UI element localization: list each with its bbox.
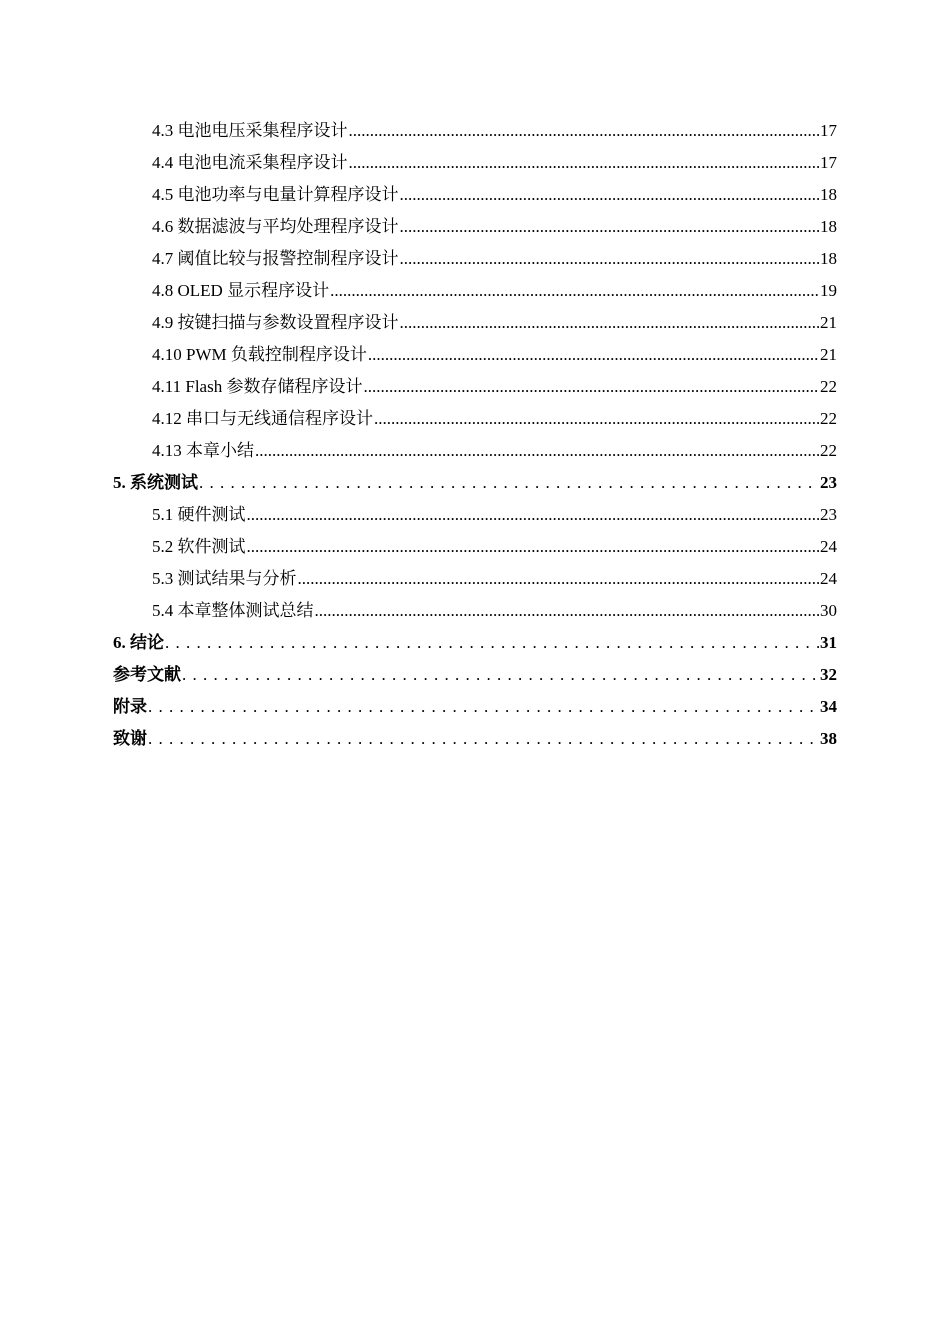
toc-entry-5-3[interactable] xyxy=(113,563,837,595)
toc-entry-title: 6. 结论 xyxy=(113,633,164,652)
toc-entry-title: 4.3 电池电压采集程序设计 xyxy=(152,121,348,140)
dot-leader xyxy=(148,697,819,717)
toc-entry-chapter-5[interactable] xyxy=(113,467,837,499)
toc-entry-page: 23 xyxy=(820,473,837,492)
toc-entry-title: 4.11 Flash 参数存储程序设计 xyxy=(152,377,363,396)
toc-entry-page: 30 xyxy=(820,601,837,620)
toc-entry-chapter-6[interactable] xyxy=(113,627,837,659)
toc-entry-title: 4.7 阈值比较与报警控制程序设计 xyxy=(152,249,399,268)
dot-leader xyxy=(148,729,819,749)
toc-entry-page: 21 xyxy=(820,345,837,364)
dot-leader xyxy=(400,185,820,205)
toc-entry-4-8[interactable] xyxy=(113,275,837,307)
toc-entry-5-2[interactable] xyxy=(113,531,837,563)
dot-leader xyxy=(363,377,819,397)
toc-entry-page: 21 xyxy=(820,313,837,332)
toc-entry-title: 致谢 xyxy=(113,729,147,748)
dot-leader xyxy=(247,537,820,557)
toc-entry-title: 4.10 PWM 负载控制程序设计 xyxy=(152,345,367,364)
toc-entry-title: 4.4 电池电流采集程序设计 xyxy=(152,153,348,172)
toc-entry-references[interactable] xyxy=(113,659,837,691)
dot-leader xyxy=(400,217,820,237)
toc-entry-4-5[interactable] xyxy=(113,179,837,211)
dot-leader xyxy=(247,505,820,525)
toc-entry-title: 4.12 串口与无线通信程序设计 xyxy=(152,409,373,428)
toc-entry-title: 4.6 数据滤波与平均处理程序设计 xyxy=(152,217,399,236)
toc-entry-page: 31 xyxy=(820,633,837,652)
dot-leader xyxy=(182,665,819,685)
toc-entry-4-6[interactable] xyxy=(113,211,837,243)
toc-entry-5-4[interactable] xyxy=(113,595,837,627)
toc-entry-5-1[interactable] xyxy=(113,499,837,531)
toc-entry-appendix[interactable] xyxy=(113,691,837,723)
dot-leader xyxy=(255,441,819,461)
toc-entry-title: 4.13 本章小结 xyxy=(152,441,254,460)
toc-entry-4-10[interactable] xyxy=(113,339,837,371)
toc-entry-page: 19 xyxy=(820,281,837,300)
toc-entry-title: 4.5 电池功率与电量计算程序设计 xyxy=(152,185,399,204)
toc-entry-title: 5.3 测试结果与分析 xyxy=(152,569,297,588)
toc-entry-title: 4.9 按键扫描与参数设置程序设计 xyxy=(152,313,399,332)
toc-entry-page: 32 xyxy=(820,665,837,684)
toc-entry-title: 5.1 硬件测试 xyxy=(152,505,246,524)
toc-entry-page: 38 xyxy=(820,729,837,748)
toc-entry-4-9[interactable] xyxy=(113,307,837,339)
dot-leader xyxy=(199,473,819,493)
toc-entry-4-12[interactable] xyxy=(113,403,837,435)
toc-entry-page: 23 xyxy=(820,505,837,524)
dot-leader xyxy=(349,121,820,141)
dot-leader xyxy=(374,409,819,429)
toc-entry-title: 5.4 本章整体测试总结 xyxy=(152,601,314,620)
toc-entry-page: 22 xyxy=(820,377,837,396)
toc-entry-title: 5.2 软件测试 xyxy=(152,537,246,556)
dot-leader xyxy=(368,345,819,365)
toc-entry-page: 22 xyxy=(820,409,837,428)
toc-entry-title: 4.8 OLED 显示程序设计 xyxy=(152,281,330,300)
toc-entry-page: 34 xyxy=(820,697,837,716)
toc-entry-page: 24 xyxy=(820,537,837,556)
toc-entry-4-7[interactable] xyxy=(113,243,837,275)
dot-leader xyxy=(400,249,820,269)
toc-entry-title: 附录 xyxy=(113,697,147,716)
toc-entry-page: 24 xyxy=(820,569,837,588)
dot-leader xyxy=(165,633,819,653)
toc-entry-title: 参考文献 xyxy=(113,665,181,684)
toc-entry-4-13[interactable] xyxy=(113,435,837,467)
dot-leader xyxy=(400,313,820,333)
toc-entry-4-11[interactable] xyxy=(113,371,837,403)
toc-entry-page: 18 xyxy=(820,185,837,204)
toc-entry-page: 18 xyxy=(820,249,837,268)
toc-entry-4-3[interactable] xyxy=(113,115,837,147)
dot-leader xyxy=(330,281,819,301)
dot-leader xyxy=(298,569,820,589)
dot-leader xyxy=(349,153,820,173)
toc-entry-page: 17 xyxy=(820,121,837,140)
dot-leader xyxy=(315,601,820,621)
toc-entry-4-4[interactable] xyxy=(113,147,837,179)
toc-entry-page: 22 xyxy=(820,441,837,460)
toc-entry-page: 18 xyxy=(820,217,837,236)
toc-entry-title: 5. 系统测试 xyxy=(113,473,198,492)
table-of-contents xyxy=(113,115,837,755)
toc-entry-acknowledgements[interactable] xyxy=(113,723,837,755)
toc-entry-page: 17 xyxy=(820,153,837,172)
